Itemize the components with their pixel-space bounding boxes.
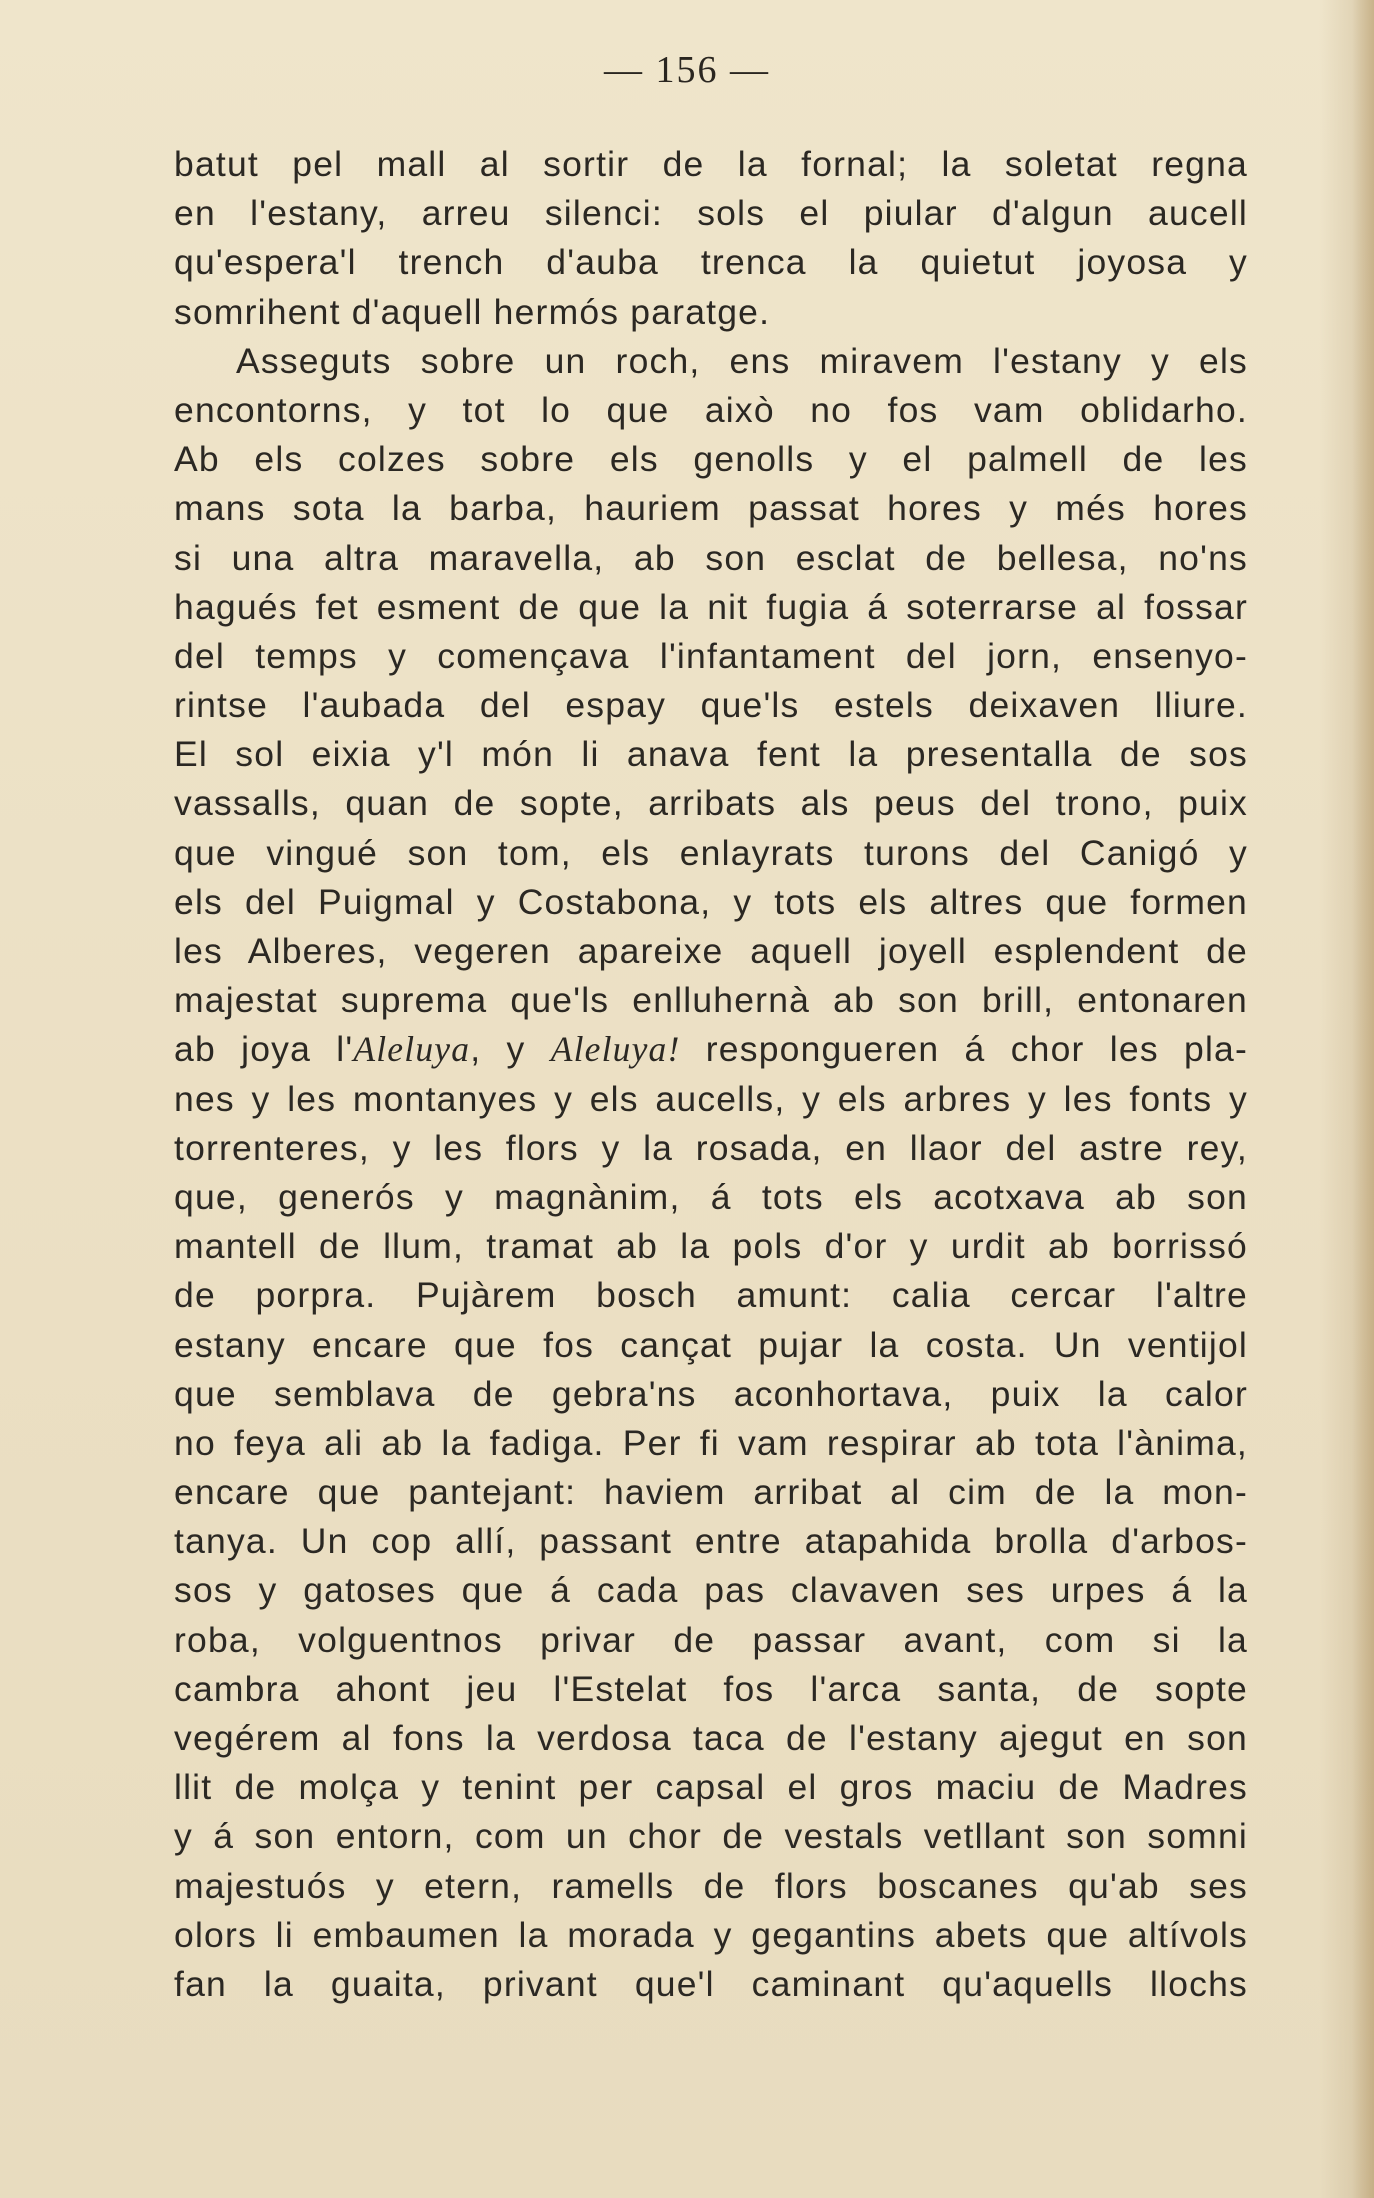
text-fragment: respongueren á chor les pla- <box>680 1029 1249 1070</box>
text-line: no feya ali ab la fadiga. Per fi vam respirar ab tota l'ànima, <box>174 1422 1248 1463</box>
text-line: del temps y començava l'infantament del jorn, ensenyo- <box>174 635 1248 676</box>
text-line: qu'espera'l trench d'auba trenca la quietut joyosa y <box>174 242 1248 283</box>
text-line: vassalls, quan de sopte, arribats als peus del trono, puix <box>174 783 1248 824</box>
text-line: majestuós y etern, ramells de flors boscanes qu'ab ses <box>174 1865 1248 1906</box>
text-line: mans sota la barba, hauriem passat hores y més hores <box>174 488 1248 529</box>
body-text <box>174 140 1248 2009</box>
text-line: els del Puigmal y Costabona, y tots els altres que formen <box>174 881 1248 922</box>
text-line: cambra ahont jeu l'Estelat fos l'arca santa, de sopte <box>174 1668 1248 1709</box>
text-line: que, generós y magnànim, á tots els acotxava ab son <box>174 1176 1248 1217</box>
text-line: les Alberes, vegeren apareixe aquell joyell esplendent de <box>174 931 1248 971</box>
text-line: El sol eixia y'l món li anava fent la presentalla de sos <box>174 734 1248 775</box>
text-line: en l'estany, arreu silenci: sols el piular d'algun aucell <box>174 193 1248 234</box>
text-fragment: , y <box>470 1029 551 1070</box>
text-line: nes y les montanyes y els aucells, y els arbres y les fonts y <box>174 1078 1248 1119</box>
text-line: batut pel mall al sortir de la fornal; la soletat regna <box>174 144 1248 184</box>
text-line: y á son entorn, com un chor de vestals vetllant son somni <box>174 1816 1248 1857</box>
page-number: — 156 — <box>604 49 770 91</box>
text-line-italic <box>174 1025 1248 1074</box>
text-line: Ab els colzes sobre els genolls y el palmell de les <box>174 439 1248 480</box>
text-fragment: ab joya l' <box>174 1029 354 1070</box>
text-line: olors li embaumen la morada y gegantins abets que altívols <box>174 1914 1248 1955</box>
text-line: tanya. Un cop allí, passant entre atapahida brolla d'arbos- <box>174 1521 1248 1562</box>
text-line: encare que pantejant: haviem arribat al cim de la mon- <box>174 1472 1248 1513</box>
text-line: somrihent d'aquell hermós paratge. <box>174 291 771 332</box>
italic-word: Aleluya! <box>550 1029 681 1070</box>
italic-word: Aleluya <box>353 1029 471 1070</box>
text-line: que vingué son tom, els enlayrats turons del Canigó y <box>174 832 1248 873</box>
text-line: rintse l'aubada del espay que'ls estels deixaven lliure. <box>174 685 1248 726</box>
text-line: sos y gatoses que á cada pas clavaven ses urpes á la <box>174 1570 1248 1611</box>
text-line: torrenteres, y les flors y la rosada, en llaor del astre rey, <box>174 1127 1248 1168</box>
text-line: estany encare que fos cançat pujar la costa. Un ventijol <box>174 1324 1248 1365</box>
text-line: encontorns, y tot lo que això no fos vam oblidarho. <box>174 389 1248 430</box>
text-line: si una altra maravella, ab son esclat de bellesa, no'ns <box>174 537 1248 578</box>
text-line: Asseguts sobre un roch, ens miravem l'estany y els <box>236 340 1248 381</box>
page-edge-shadow <box>1352 0 1374 2198</box>
text-line: llit de molça y tenint per capsal el gros maciu de Madres <box>174 1767 1248 1808</box>
text-line: fan la guaita, privant que'l caminant qu'aquells llochs <box>174 1963 1248 2004</box>
text-line: roba, volguentnos privar de passar avant, com si la <box>174 1619 1248 1660</box>
text-line: que semblava de gebra'ns aconhortava, puix la calor <box>174 1373 1248 1414</box>
text-line: hagués fet esment de que la nit fugia á soterrarse al fossar <box>174 586 1248 627</box>
text-line: de porpra. Pujàrem bosch amunt: calia cercar l'altre <box>174 1275 1248 1316</box>
text-line: mantell de llum, tramat ab la pols d'or y urdit ab borrissó <box>174 1226 1248 1267</box>
text-line: vegérem al fons la verdosa taca de l'estany ajegut en son <box>174 1718 1248 1758</box>
text-line: majestat suprema que'ls enlluhernà ab son brill, entonaren <box>174 980 1248 1021</box>
